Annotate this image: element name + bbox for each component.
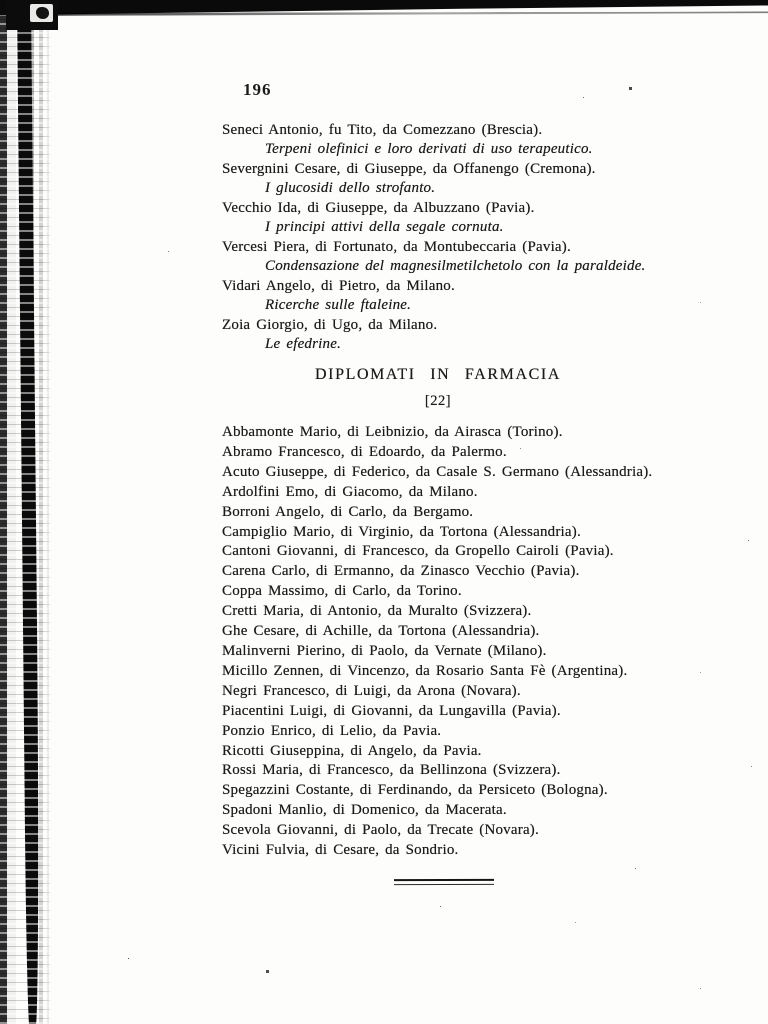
graduates-list [222,423,654,861]
graduate-name-line: Vercesi Piera, di Fortunato, da Montubeccaria (Pavia). [222,239,571,255]
binding-streak-texture [0,0,52,1024]
thesis-entry [222,316,654,353]
thesis-entry [222,121,654,158]
graduate-list-item: Cantoni Giovanni, di Francesco, da Gropello Cairoli (Pavia). [222,543,614,560]
graduate-list-item: Acuto Giuseppe, di Federico, da Casale S. Germano (Alessandria). [222,463,653,480]
page-content [222,121,654,885]
thesis-title-line: I principi attivi della segale cornuta. [265,219,504,235]
thesis-title-line: Le efedrine. [265,336,342,352]
graduate-list-item: Scevola Giovanni, di Paolo, da Trecate (Novara). [222,822,539,839]
thesis-entry [222,199,654,236]
graduate-name-line: Seneci Antonio, fu Tito, da Comezzano (Brescia). [222,122,543,138]
graduate-name-line: Vidari Angelo, di Pietro, da Milano. [222,278,455,294]
graduate-list-item: Ardolfini Emo, di Giacomo, da Milano. [222,483,478,500]
scan-corner-dot [36,7,49,19]
thesis-title-line: I glucosidi dello strofanto. [265,180,436,196]
page-number: 196 [243,80,272,99]
graduate-name-line: Zoia Giorgio, di Ugo, da Milano. [222,317,438,333]
graduate-list-item: Ghe Cesare, di Achille, da Tortona (Alessandria). [222,623,540,640]
thesis-entry [222,238,654,275]
graduate-list-item: Piacentini Luigi, di Giovanni, da Lungavilla (Pavia). [222,702,561,719]
graduate-list-item: Campiglio Mario, di Virginio, da Tortona (Alessandria). [222,523,581,540]
graduate-list-item: Abbamonte Mario, di Leibnizio, da Airasca (Torino). [222,424,563,440]
end-of-section-rule [394,879,494,885]
graduate-list-item: Carena Carlo, di Ermanno, da Zinasco Vecchio (Pavia). [222,563,580,580]
graduate-name-line: Vecchio Ida, di Giuseppe, da Albuzzano (Pavia). [222,200,535,216]
thesis-entry [222,277,654,314]
section-count: [22] [424,393,452,409]
graduate-list-item: Malinverni Pierino, di Paolo, da Vernate (Milano). [222,642,547,659]
graduate-list-item: Abramo Francesco, di Edoardo, da Palermo. [222,443,507,460]
graduate-list-item: Ponzio Enrico, di Lelio, da Pavia. [222,722,442,739]
graduate-name-line: Severgnini Cesare, di Giuseppe, da Offanengo (Cremona). [222,161,596,177]
thesis-title-line: Terpeni olefinici e loro derivati di uso terapeutico. [265,141,593,157]
graduate-list-item: Coppa Massimo, di Carlo, da Torino. [222,583,462,600]
graduate-list-item: Vicini Fulvia, di Cesare, da Sondrio. [222,842,459,859]
graduate-list-item: Spegazzini Costante, di Ferdinando, da Persiceto (Bologna). [222,782,608,799]
thesis-title-line: Ricerche sulle ftaleine. [265,297,412,313]
graduate-list-item: Negri Francesco, di Luigi, da Arona (Novara). [222,682,521,699]
graduate-list-item: Cretti Maria, di Antonio, da Muralto (Svizzera). [222,603,532,620]
graduate-list-item: Borroni Angelo, di Carlo, da Bergamo. [222,503,474,520]
graduate-list-item: Micillo Zennen, di Vincenzo, da Rosario Santa Fè (Argentina). [222,662,628,679]
graduate-list-item: Ricotti Giuseppina, di Angelo, da Pavia. [222,742,482,759]
graduate-list-item: Rossi Maria, di Francesco, da Bellinzona (Svizzera). [222,762,561,779]
thesis-entry [222,160,654,197]
section-heading: DIPLOMATI IN FARMACIA [315,366,561,383]
graduate-list-item: Spadoni Manlio, di Domenico, da Macerata. [222,802,507,819]
thesis-title-line: Condensazione del magnesilmetilchetolo con la paraldeide. [265,258,646,274]
thesis-list [222,121,654,353]
